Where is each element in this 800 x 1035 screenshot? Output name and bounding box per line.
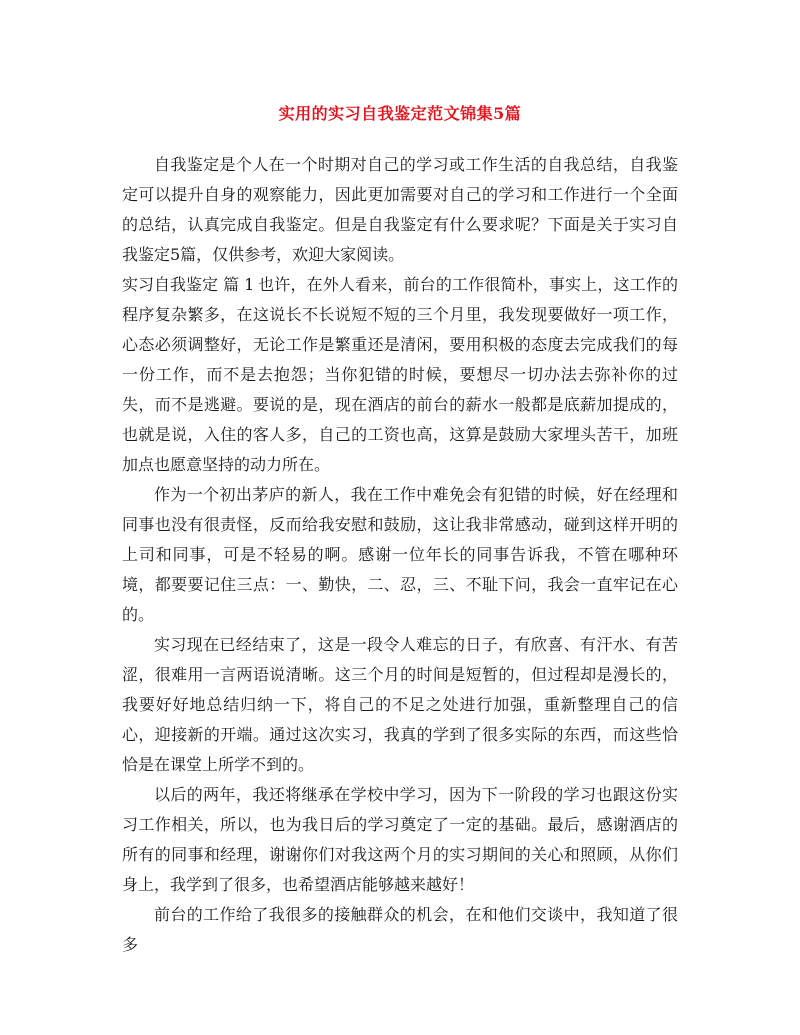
section-paragraph-1 (122, 270, 678, 480)
document-title: 实用的实习自我鉴定范文锦集5篇 (278, 104, 522, 123)
body-paragraph: 前台的工作给了我很多的接触群众的机会，在和他们交谈中，我知道了很多 (122, 905, 678, 954)
body-paragraph: 以后的两年，我还将继承在学校中学习，因为下一阶段的学习也跟这份实习工作相关，所以，也为我日后的学习奠定了一定的基础。最后，感谢酒店的所有的同事和经理，谢谢你们对我这两个月的实习期间的关心和照顾，从你们身上，我学到了很多，也希望酒店能够越来越好！ (122, 785, 678, 894)
body-paragraph: 实习现在已经结束了，这是一段令人难忘的日子，有欣喜、有汗水、有苦涩，很难用一言两语说清晰。这三个月的时间是短暂的，但过程却是漫长的，我要好好地总结归纳一下，将自己的不足之处进行加强，重新整理自己的信心，迎接新的开端。通过这次实习，我真的学到了很多实际的东西，而这些恰恰是在课堂上所学不到的。 (122, 635, 678, 774)
section-label: 实习自我鉴定 篇 1 (122, 275, 255, 294)
body-paragraph: 作为一个初出茅庐的新人，我在工作中难免会有犯错的时候，好在经理和同事也没有很责怪，反而给我安慰和鼓励，这让我非常感动，碰到这样开明的上司和同事，可是不轻易的啊。感谢一位年长的同事告诉我，不管在哪种环境，都要要记住三点：一、勤快，二、忍，三、不耻下问，我会一直牢记在心的。 (122, 485, 678, 624)
document-body (122, 150, 678, 960)
section-first-paragraph: 也许，在外人看来，前台的工作很简朴，事实上，这工作的程序复杂繁多，在这说长不长说短不短的三个月里，我发现要做好一项工作，心态必须调整好，无论工作是繁重还是清闲，要用积极的态度去完成我们的每一份工作，而不是去抱怨；当你犯错的时候，要想尽一切办法去弥补你的过失，而不是逃避。要说的是，现在酒店的前台的薪水一般都是底薪加提成的，也就是说，入住的客人多，自己的工资也高，这算是鼓励大家埋头苦干，加班加点也愿意坚持的动力所在。 (122, 275, 678, 474)
intro-paragraph: 自我鉴定是个人在一个时期对自己的学习或工作生活的自我总结，自我鉴定可以提升自身的观察能力，因此更加需要对自己的学习和工作进行一个全面的总结，认真完成自我鉴定。但是自我鉴定有什么要求呢？下面是关于实习自我鉴定5篇，仅供参考，欢迎大家阅读。 (122, 155, 678, 264)
